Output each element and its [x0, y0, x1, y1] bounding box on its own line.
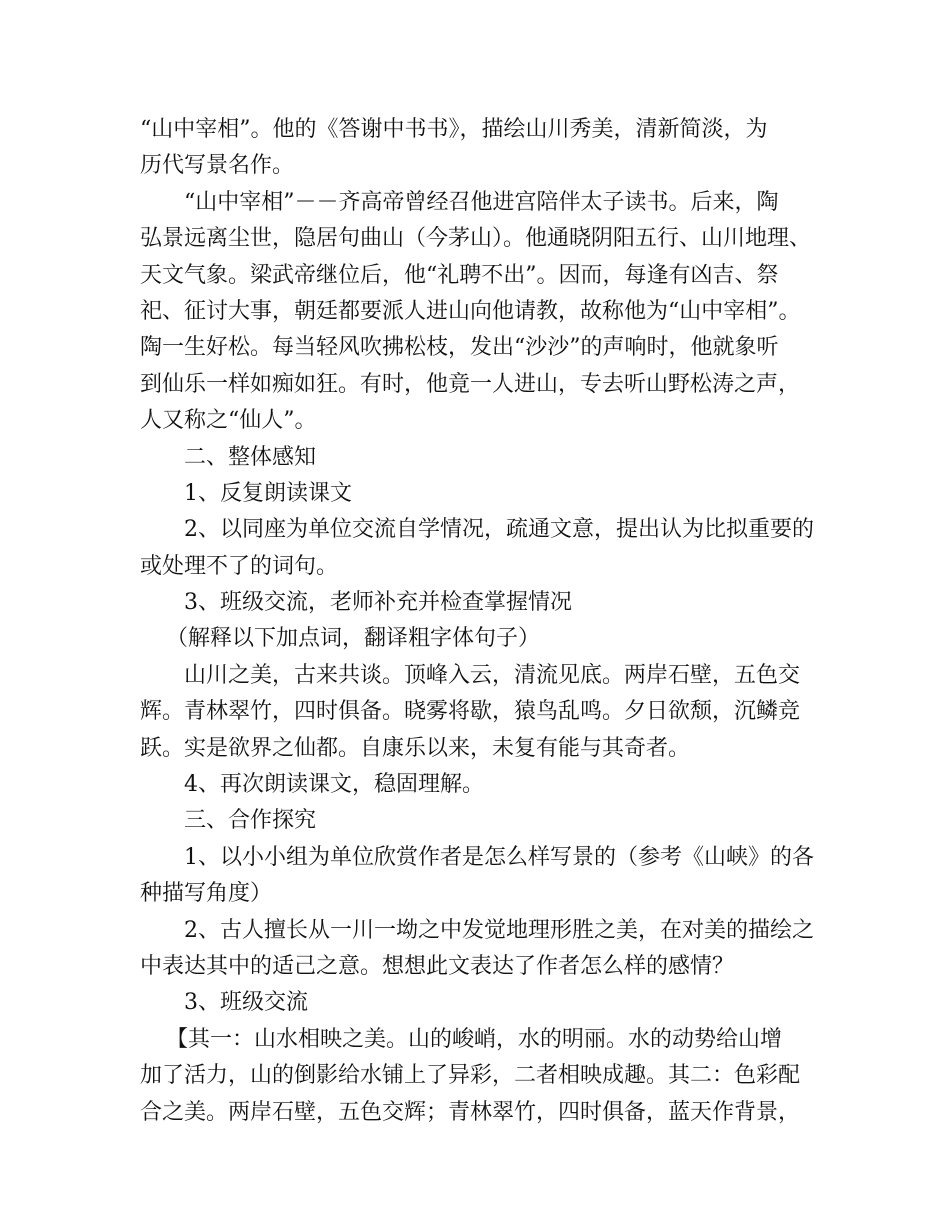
text-line: 种描写角度） [140, 881, 273, 907]
quote-line: 辉。青林翠竹，四时俱备。晓雾将歇，猿鸟乱鸣。夕日欲颓，沉鳞竞 [140, 699, 801, 725]
text-line: “山中宰相”。他的《答谢中书书》，描绘山川秀美，清新简淡，为 [140, 117, 768, 142]
section-heading: 二、整体感知 [184, 444, 317, 470]
text-line: 弘景远离尘世，隐居句曲山（今茅山）。他通晓阴阳五行、山川地理、 [140, 226, 812, 252]
list-item: 2、以同座为单位交流自学情况，疏通文意，提出认为比拟重要的 [184, 517, 814, 543]
text-line: 历代写景名作。 [140, 153, 295, 179]
quote-line: 山川之美，古来共谈。顶峰入云，清流见底。两岸石壁，五色交 [184, 662, 801, 688]
quote-line: 跃。实是欲界之仙都。自康乐以来，未复有能与其奇者。 [140, 735, 691, 761]
list-item: 3、班级交流，老师补充并检查掌握情况 [184, 590, 572, 616]
text-line: 到仙乐一样如痴如狂。有时，他竟一人进山，专去听山野松涛之声， [140, 371, 801, 397]
text-line: 人又称之“仙人”。 [140, 408, 317, 434]
list-item: 2、古人擅长从一川一坳之中发觉地理形胜之美，在对美的描绘之 [184, 917, 814, 943]
text-line: 加了活力，山的倒影给水铺上了异彩，二者相映成趣。其二：色彩配 [140, 1063, 801, 1089]
list-item: 1、以小小组为单位欣赏作者是怎么样写景的（参考《山峡》的各 [184, 844, 814, 870]
section-heading: 三、合作探究 [184, 808, 317, 834]
text-line: 中表达其中的适己之意。想想此文表达了作者怎么样的感情？ [140, 953, 735, 979]
text-line: 陶一生好松。每当轻风吹拂松枝，发出“沙沙”的声响时，他就象听 [140, 335, 779, 361]
list-item: 3、班级交流 [184, 990, 308, 1016]
document-body [140, 112, 830, 1131]
text-line: “山中宰相”－－齐高帝曾经召他进宫陪伴太子读书。后来，陶 [184, 189, 779, 215]
text-line: 【其一：山水相映之美。山的峻峭，水的明丽。水的动势给山增 [166, 1026, 783, 1052]
text-line: 合之美。两岸石壁，五色交辉；青林翠竹，四时俱备，蓝天作背景， [140, 1099, 801, 1125]
text-line: 祀、征讨大事，朝廷都要派人进山向他请教，故称他为“山中宰相”。 [140, 298, 801, 324]
list-item: 1、反复朗读课文 [184, 480, 352, 506]
text-line: 天文气象。梁武帝继位后，他“礼聘不出”。因而，每逢有凶吉、祭 [140, 262, 779, 288]
text-line: 或处理不了的词句。 [140, 553, 339, 579]
list-item: 4、再次朗读课文，稳固理解。 [184, 772, 484, 798]
text-line: （解释以下加点词，翻译粗字体句子） [166, 626, 541, 652]
